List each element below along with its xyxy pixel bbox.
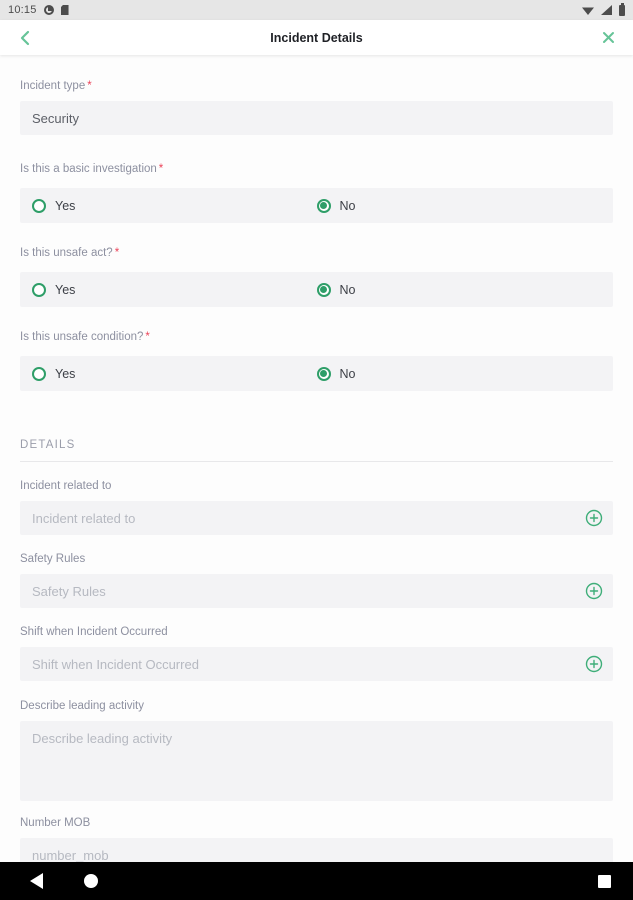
field-basic-investigation — [20, 162, 613, 223]
radio-option-yes[interactable]: Yes — [32, 199, 317, 213]
describe-activity-label: Describe leading activity — [20, 700, 145, 712]
chevron-left-icon — [19, 30, 31, 46]
radio-selected-icon — [317, 367, 331, 381]
plus-circle-icon[interactable] — [585, 655, 603, 673]
safety-rules-label: Safety Rules — [20, 553, 86, 565]
unsafe-act-label: Is this unsafe act? * — [20, 247, 120, 259]
incident-related-to-label: Incident related to — [20, 480, 112, 492]
incident-type-input[interactable] — [20, 101, 613, 135]
app-header — [0, 20, 633, 55]
basic-investigation-radio-group — [20, 188, 613, 223]
unsafe-condition-radio-group — [20, 356, 613, 391]
radio-option-yes[interactable]: Yes — [32, 283, 317, 297]
back-button[interactable] — [14, 27, 36, 49]
battery-icon — [619, 5, 625, 16]
unsafe-condition-label: Is this unsafe condition? * — [20, 331, 150, 343]
required-asterisk: * — [114, 247, 120, 259]
radio-unselected-icon — [32, 367, 46, 381]
android-nav-bar — [0, 862, 633, 900]
status-bar — [0, 0, 633, 20]
field-incident-type — [20, 79, 613, 135]
section-title-details: DETAILS — [20, 439, 76, 451]
radio-option-no[interactable]: No — [317, 199, 602, 213]
field-unsafe-act — [20, 246, 613, 307]
close-icon — [602, 31, 615, 44]
section-divider — [20, 461, 613, 462]
radio-unselected-icon — [32, 199, 46, 213]
shift-input[interactable] — [20, 647, 613, 681]
nav-home-icon[interactable] — [84, 874, 98, 888]
radio-unselected-icon — [32, 283, 46, 297]
wifi-icon — [582, 5, 594, 15]
shift-label: Shift when Incident Occurred — [20, 626, 168, 638]
close-button[interactable] — [597, 27, 619, 49]
radio-selected-icon — [317, 199, 331, 213]
basic-investigation-label: Is this a basic investigation * — [20, 163, 164, 175]
required-asterisk: * — [158, 163, 164, 175]
clock-time: 10:15 — [8, 4, 37, 16]
describe-activity-textarea[interactable] — [20, 721, 613, 801]
plus-circle-icon[interactable] — [585, 509, 603, 527]
page-title: Incident Details — [270, 30, 363, 45]
field-safety-rules — [20, 552, 613, 608]
required-asterisk: * — [87, 80, 92, 92]
nav-recents-icon[interactable] — [598, 875, 611, 888]
field-describe-leading-activity — [20, 699, 613, 801]
vpn-status-icon — [44, 5, 54, 15]
plus-circle-icon[interactable] — [585, 582, 603, 600]
cellular-signal-icon — [601, 5, 612, 15]
field-shift-when-incident-occurred — [20, 625, 613, 681]
radio-option-no[interactable]: No — [317, 367, 602, 381]
field-incident-related-to — [20, 479, 613, 535]
incident-related-to-input[interactable] — [20, 501, 613, 535]
radio-option-yes[interactable]: Yes — [32, 367, 317, 381]
required-asterisk: * — [145, 331, 150, 343]
incident-form — [0, 79, 633, 872]
incident-type-label: Incident type * — [20, 80, 92, 92]
number-mob-label: Number MOB — [20, 817, 91, 829]
unsafe-act-radio-group — [20, 272, 613, 307]
sd-card-icon — [61, 5, 69, 15]
nav-back-icon[interactable] — [30, 873, 43, 889]
radio-selected-icon — [317, 283, 331, 297]
safety-rules-input[interactable] — [20, 574, 613, 608]
field-unsafe-condition — [20, 330, 613, 391]
radio-option-no[interactable]: No — [317, 283, 602, 297]
